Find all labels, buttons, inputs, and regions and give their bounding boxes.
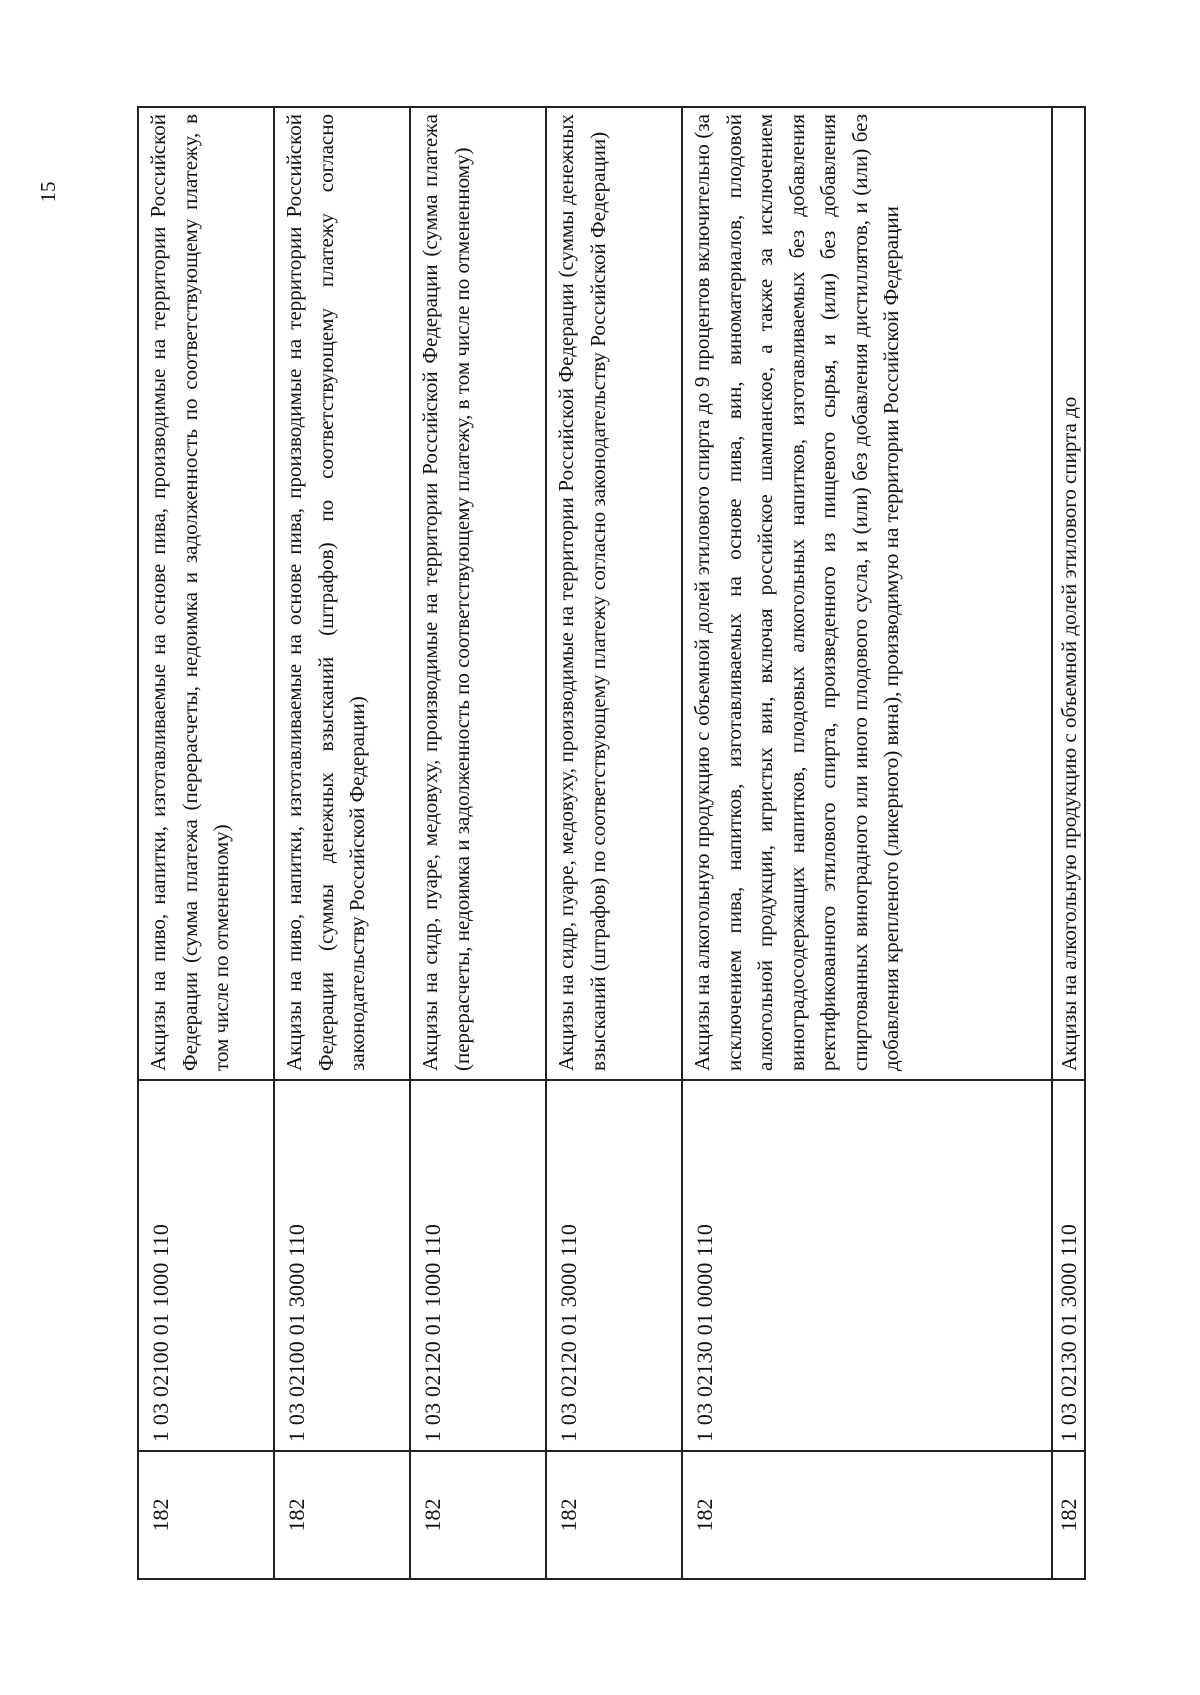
admin-code-cell: 182 — [138, 1451, 274, 1579]
admin-code-cell: 182 — [546, 1451, 682, 1579]
description-cell: Акцизы на алкогольную продукцию с объемной долей этилового спирта до 9 процентов включительно (за исключением пива, напитков, изготавливаемых на основе пива, вин, виноматериалов, плодовой алкогольной продукции, игристых вин, включая российское шампанское, а также за исключением виноградосодержащих напитков, плодовых алкогольных напитков, изготавливаемых без добавления ректификованного этилового спирта, произведенного из пищевого сырья, и (или) без добавления спиртованных виноградного или иного плодового сусла, и (или) без добавления дистиллятов, и (или) без добавления крепленого (ликерного) вина), производимую на территории Российской Федерации — [682, 107, 1052, 1080]
admin-code-cell: 182 — [410, 1451, 546, 1579]
kbk-code-cell: 1 03 02100 01 3000 110 — [274, 1080, 410, 1451]
rotated-table-container — [137, 108, 1082, 1580]
admin-code-cell: 182 — [274, 1451, 410, 1579]
budget-codes-table — [137, 106, 1086, 1580]
kbk-code-cell: 1 03 02130 01 0000 110 — [682, 1080, 1052, 1451]
table-row — [1052, 107, 1085, 1579]
table-row — [410, 107, 546, 1579]
description-cell: Акцизы на пиво, напитки, изготавливаемые на основе пива, производимые на территории Российской Федерации (суммы денежных взысканий (штрафов) по соответствующему платежу согласно законодательству Российской Федерации) — [274, 107, 410, 1080]
table-row — [682, 107, 1052, 1579]
admin-code-cell: 182 — [1052, 1451, 1085, 1579]
kbk-code-cell: 1 03 02130 01 3000 110 — [1052, 1080, 1085, 1451]
kbk-code-cell: 1 03 02100 01 1000 110 — [138, 1080, 274, 1451]
kbk-code-cell: 1 03 02120 01 1000 110 — [410, 1080, 546, 1451]
description-cell: Акцизы на сидр, пуаре, медовуху, производимые на территории Российской Федерации (суммы денежных взысканий (штрафов) по соответствующему платежу согласно законодательству Российской Федерации) — [546, 107, 682, 1080]
kbk-code-cell: 1 03 02120 01 3000 110 — [546, 1080, 682, 1451]
description-cell: Акцизы на пиво, напитки, изготавливаемые на основе пива, производимые на территории Российской Федерации (сумма платежа (перерасчеты, недоимка и задолженность по соответствующему платежу, в том числе по отмененному) — [138, 107, 274, 1080]
table-row — [274, 107, 410, 1579]
admin-code-cell: 182 — [682, 1451, 1052, 1579]
description-cell: Акцизы на сидр, пуаре, медовуху, производимые на территории Российской Федерации (сумма платежа (перерасчеты, недоимка и задолженность по соответствующему платежу, в том числе по отмененному) — [410, 107, 546, 1080]
table-row — [138, 107, 274, 1579]
description-cell: Акцизы на алкогольную продукцию с объемной долей этилового спирта до — [1052, 107, 1085, 1080]
table-row — [546, 107, 682, 1579]
page-number: 15 — [35, 181, 60, 203]
